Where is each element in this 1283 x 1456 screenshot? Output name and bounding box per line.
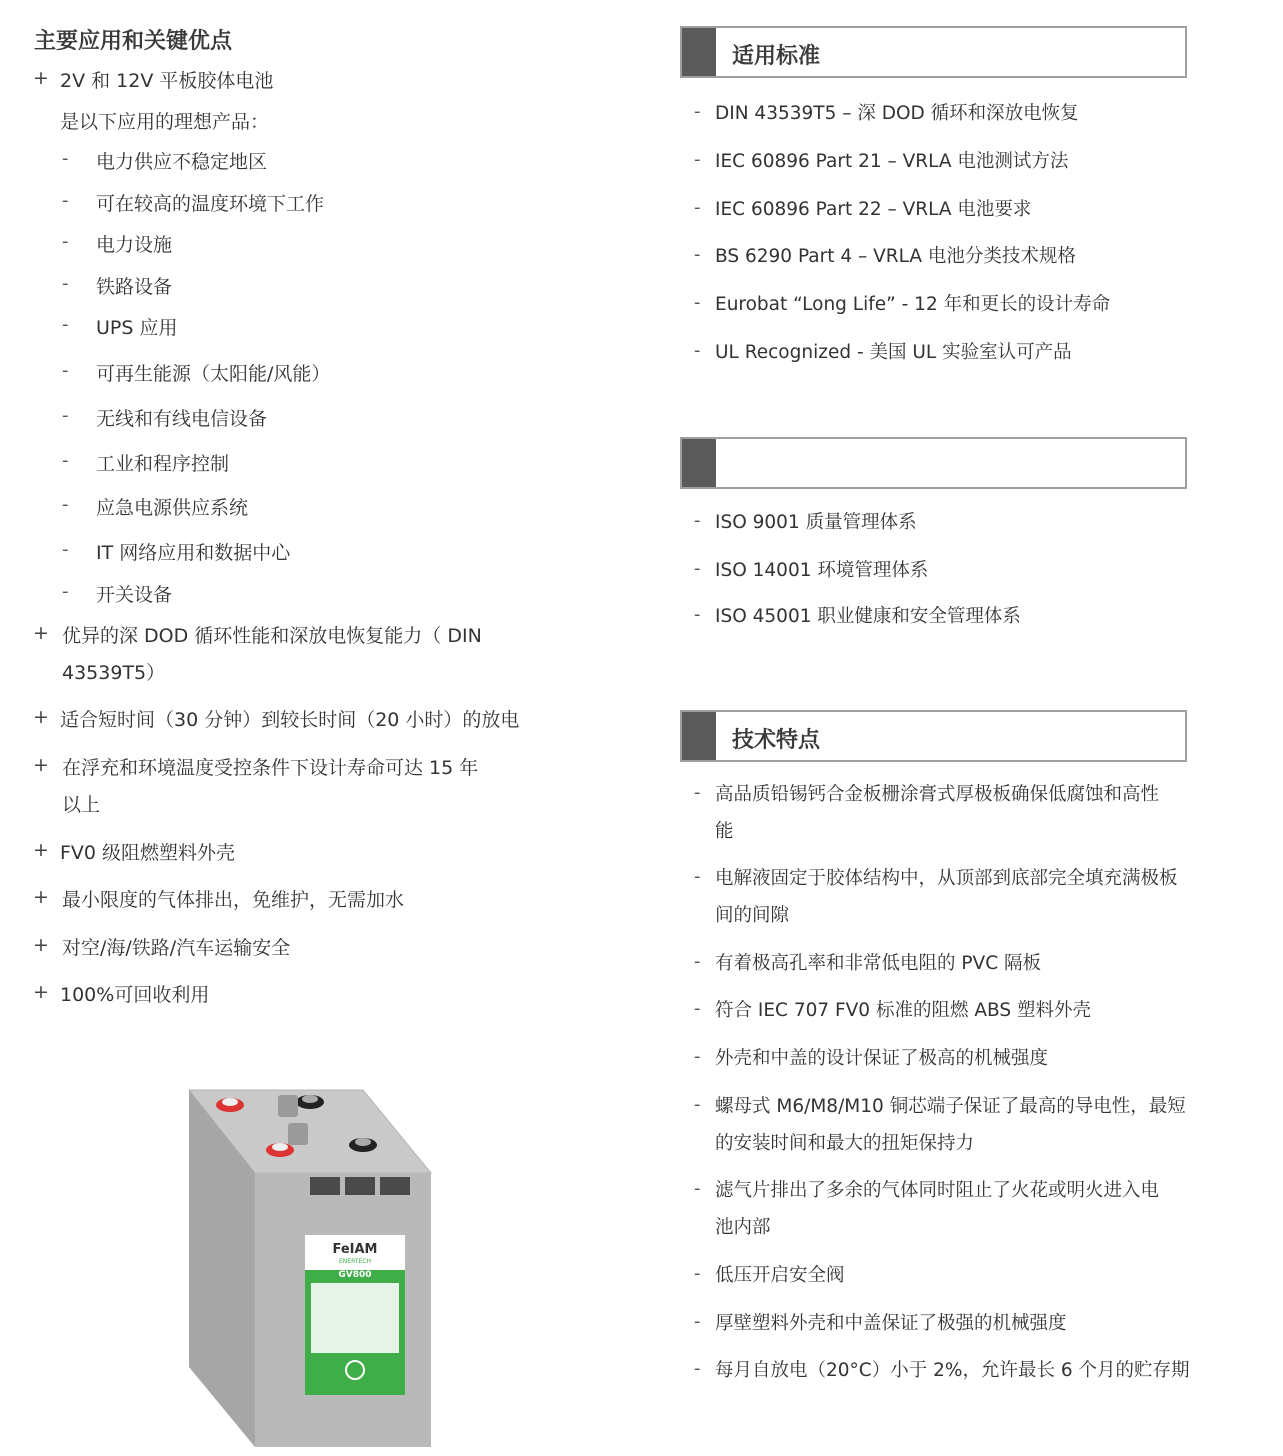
feature-item: 厚壁塑料外壳和中盖保证了极强的机械强度	[715, 1313, 1067, 1334]
header-accent-bar	[682, 712, 716, 760]
standard-item: IEC 60896 Part 22 – VRLA 电池要求	[715, 199, 1032, 220]
feature-item: 每月自放电（20°C）小于 2%，允许最长 6 个月的贮存期	[715, 1360, 1190, 1381]
dash-icon: -	[694, 1178, 701, 1199]
battery-sub-brand: ENERTECH	[339, 1258, 371, 1265]
dash-icon: -	[62, 314, 69, 335]
dash-icon: -	[694, 782, 701, 803]
benefit-item: FV0 级阻燃塑料外壳	[60, 842, 236, 864]
plus-icon: +	[33, 886, 49, 908]
battery-illustration	[185, 1085, 435, 1450]
feature-item: 有着极高孔率和非常低电阻的 PVC 隔板	[715, 953, 1041, 974]
feature-item: 滤气片排出了多余的气体同时阻止了火花或明火进入电	[715, 1180, 1160, 1201]
benefit-item-cont: 以上	[62, 794, 101, 816]
dash-icon: -	[62, 190, 69, 211]
dash-icon: -	[694, 1046, 701, 1067]
feature-item: 螺母式 M6/M8/M10 铜芯端子保证了最高的导电性，最短	[715, 1096, 1186, 1117]
application-item: 无线和有线电信设备	[96, 408, 268, 430]
dash-icon: -	[62, 450, 69, 471]
header-accent-bar	[682, 439, 716, 487]
features-title: 技术特点	[732, 728, 821, 753]
plus-icon: +	[33, 67, 49, 89]
battery-model: GV800	[338, 1270, 372, 1280]
dash-icon: -	[694, 604, 701, 625]
dash-icon: -	[694, 558, 701, 579]
dash-icon: -	[694, 510, 701, 531]
dash-icon: -	[62, 581, 69, 602]
feature-item-cont: 间的间隙	[715, 905, 790, 926]
benefit-item: 对空/海/铁路/汽车运输安全	[62, 937, 291, 959]
plus-icon: +	[33, 622, 49, 644]
application-item: 电力设施	[96, 234, 173, 256]
dash-icon: -	[694, 340, 701, 361]
feature-item: 低压开启安全阀	[715, 1265, 845, 1286]
quality-header	[680, 437, 1187, 489]
dash-icon: -	[694, 292, 701, 313]
plus-icon: +	[33, 754, 49, 776]
dash-icon: -	[694, 1358, 701, 1379]
dash-icon: -	[694, 998, 701, 1019]
standard-item: UL Recognized - 美国 UL 实验室认可产品	[715, 342, 1072, 363]
application-item: 可在较高的温度环境下工作	[96, 193, 325, 215]
dash-icon: -	[62, 494, 69, 515]
standards-header	[680, 26, 1187, 78]
dash-icon: -	[694, 951, 701, 972]
dash-icon: -	[694, 1311, 701, 1332]
standard-item: IEC 60896 Part 21 – VRLA 电池测试方法	[715, 151, 1069, 172]
dash-icon: -	[694, 1263, 701, 1284]
feature-item-cont: 的安装时间和最大的扭矩保持力	[715, 1133, 975, 1154]
main-title: 主要应用和关键优点	[34, 29, 233, 54]
battery-brand: FeIAM	[332, 1242, 378, 1257]
dash-icon: -	[62, 148, 69, 169]
application-item: 铁路设备	[96, 276, 173, 298]
plus-icon: +	[33, 706, 49, 728]
application-item: 应急电源供应系统	[96, 497, 249, 519]
plus-icon: +	[33, 981, 49, 1003]
standard-item: BS 6290 Part 4 – VRLA 电池分类技术规格	[715, 246, 1076, 267]
quality-item: ISO 45001 职业健康和安全管理体系	[715, 606, 1021, 627]
dash-icon: -	[62, 405, 69, 426]
plus-icon: +	[33, 839, 49, 861]
dash-icon: -	[62, 273, 69, 294]
benefit-item: 最小限度的气体排出，免维护，无需加水	[62, 889, 405, 911]
application-item: 可再生能源（太阳能/风能）	[96, 363, 331, 385]
left-column	[0, 0, 640, 1456]
dash-icon: -	[62, 360, 69, 381]
feature-item: 外壳和中盖的设计保证了极高的机械强度	[715, 1048, 1049, 1069]
feature-item-cont: 能	[715, 821, 734, 842]
dash-icon: -	[694, 197, 701, 218]
dash-icon: -	[694, 866, 701, 887]
intro-sub: 是以下应用的理想产品：	[60, 111, 270, 133]
application-item: UPS 应用	[96, 317, 178, 339]
application-item: 工业和程序控制	[96, 453, 230, 475]
feature-item: 高品质铅锡钙合金板栅涂膏式厚极板确保低腐蚀和高性	[715, 784, 1160, 805]
benefit-item-cont: 43539T5）	[62, 662, 166, 684]
intro-item: 2V 和 12V 平板胶体电池	[60, 70, 274, 92]
application-item: IT 网络应用和数据中心	[96, 542, 291, 564]
application-item: 电力供应不稳定地区	[96, 151, 268, 173]
features-header	[680, 710, 1187, 762]
dash-icon: -	[62, 539, 69, 560]
dash-icon: -	[694, 1094, 701, 1115]
feature-item: 电解液固定于胶体结构中，从顶部到底部完全填充满极板	[715, 868, 1178, 889]
feature-item-cont: 池内部	[715, 1217, 771, 1238]
benefit-item: 100%可回收利用	[60, 984, 210, 1006]
benefit-item: 在浮充和环境温度受控条件下设计寿命可达 15 年	[62, 757, 479, 779]
application-item: 开关设备	[96, 584, 173, 606]
standards-title: 适用标准	[732, 44, 821, 69]
dash-icon: -	[694, 101, 701, 122]
dash-icon: -	[694, 149, 701, 170]
benefit-item: 优异的深 DOD 循环性能和深放电恢复能力（ DIN	[62, 625, 482, 647]
standard-item: Eurobat “Long Life” - 12 年和更长的设计寿命	[715, 294, 1111, 315]
header-accent-bar	[682, 28, 716, 76]
standard-item: DIN 43539T5 – 深 DOD 循环和深放电恢复	[715, 103, 1079, 124]
plus-icon: +	[33, 934, 49, 956]
dash-icon: -	[62, 231, 69, 252]
quality-item: ISO 9001 质量管理体系	[715, 512, 917, 533]
dash-icon: -	[694, 244, 701, 265]
quality-item: ISO 14001 环境管理体系	[715, 560, 929, 581]
feature-item: 符合 IEC 707 FV0 标准的阻燃 ABS 塑料外壳	[715, 1000, 1091, 1021]
benefit-item: 适合短时间（30 分钟）到较长时间（20 小时）的放电	[60, 709, 520, 731]
battery-image	[185, 1085, 435, 1450]
